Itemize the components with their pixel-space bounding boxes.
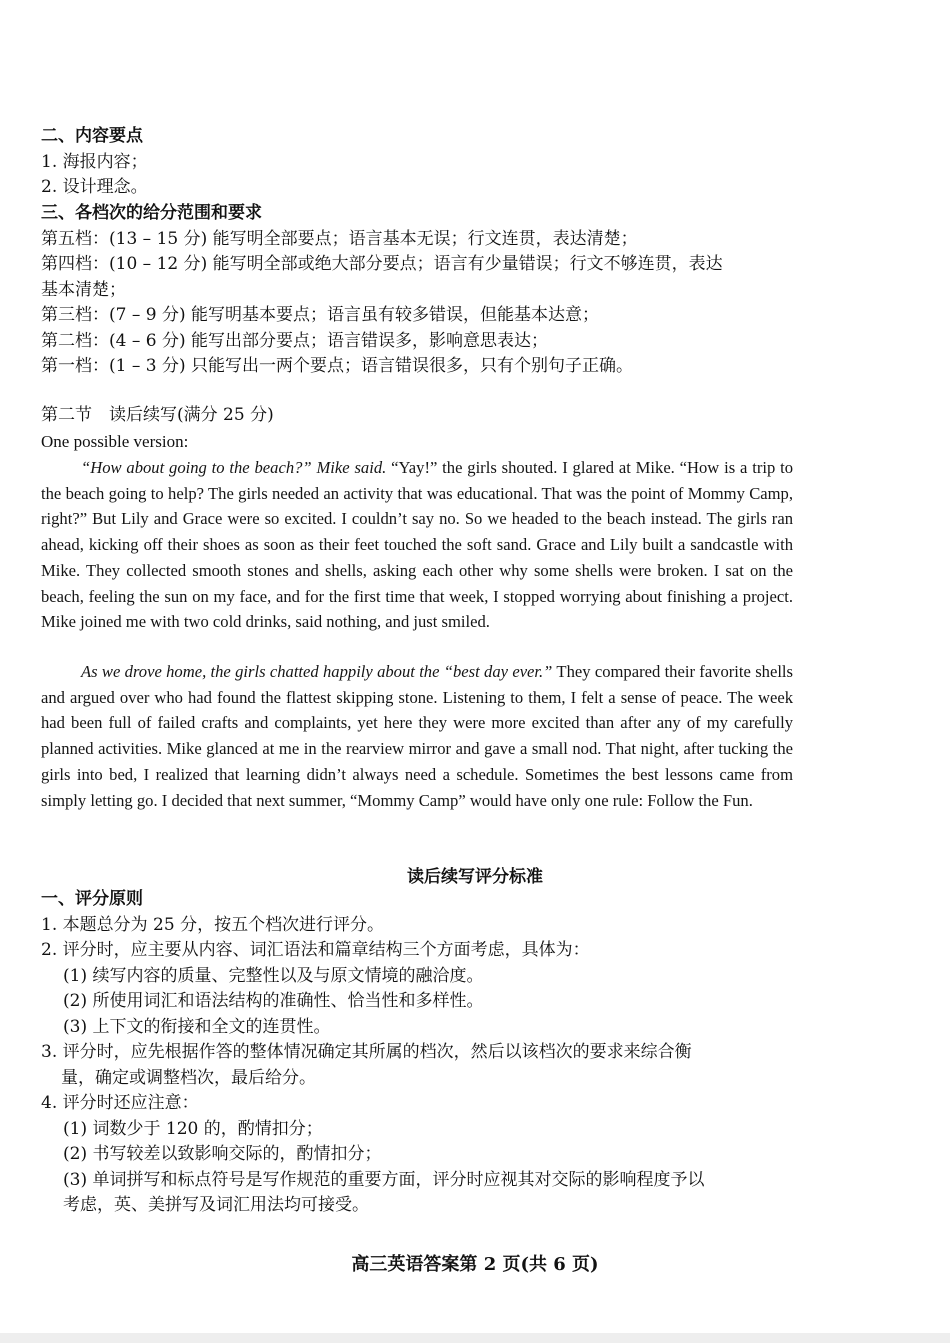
scoring-title: 读后续写评分标准: [407, 867, 543, 887]
section-heading: 二、内容要点: [41, 126, 143, 146]
page-footer: 高三英语答案第 2 页(共 6 页): [351, 1254, 599, 1275]
essay-paragraph-2: [41, 659, 793, 813]
rule-line-continued: 量，确定或调整档次，最后给分。: [61, 1067, 316, 1088]
grade-level-line: 基本清楚；: [41, 279, 126, 300]
rule-subitem: (2) 书写较差以致影响交际的，酌情扣分；: [63, 1144, 382, 1164]
grade-level-line: 第五档：(13 – 15 分) 能写明全部要点；语言基本无误；行文连贯，表达清楚；: [41, 228, 638, 249]
version-label: One possible version:: [41, 431, 189, 451]
grade-level-line: 第二档：(4 – 6 分) 能写出部分要点；语言错误多，影响意思表达；: [41, 330, 549, 351]
scan-edge: [0, 1333, 950, 1343]
essay-paragraph-1: [41, 455, 793, 635]
rule-line: 2. 评分时，应主要从内容、词汇语法和篇章结构三个方面考虑，具体为：: [41, 940, 590, 960]
grading-levels-section: [41, 201, 793, 380]
section-heading: 三、各档次的给分范围和要求: [41, 203, 262, 223]
essay-opening-sentence: “How about going to the beach?” Mike said.: [81, 458, 387, 477]
section-heading: 一、评分原则: [41, 889, 143, 909]
essay-opening-sentence: As we drove home, the girls chatted happily about the “best day ever.”: [81, 662, 553, 681]
content-points-section: [41, 124, 793, 201]
rule-line: 4. 评分时还应注意：: [41, 1093, 199, 1113]
part-title: 第二节 读后续写(满分 25 分): [41, 405, 274, 425]
list-item: 2. 设计理念。: [41, 177, 148, 197]
rule-subitem: (1) 续写内容的质量、完整性以及与原文情境的融洽度。: [63, 965, 484, 986]
essay-body-text: “Yay!” the girls shouted. I glared at Mike. “How is a trip to the beach going to help? The girls needed an activity that was educational. That was the point of Mommy Camp, right?” But Lily and Grace were so excited. I couldn’t say no. So we headed to the beach instead. The girls ran ahead, kicking off their shoes as soon as their feet touched the soft sand. Grace and Lily built a sandcastle with Mike. They collected smooth stones and shells, asking each other why some shells were broken. I sat on the beach, feeling the sun on my face, and for the first time that week, I stopped worrying about finishing a project. Mike joined me with two cold drinks, said nothing, and just smiled.: [41, 458, 793, 632]
rule-subitem: (2) 所使用词汇和语法结构的准确性、恰当性和多样性。: [63, 991, 484, 1011]
rule-subitem: (1) 词数少于 120 的，酌情扣分；: [63, 1118, 323, 1139]
scoring-principles-section: [41, 887, 793, 1219]
rule-line: 3. 评分时，应先根据作答的整体情况确定其所属的档次，然后以该档次的要求来综合衡: [41, 1042, 692, 1062]
essay-body-text: They compared their favorite shells and argued over who had found the flattest skipping stone. Listening to them, I felt a sense of peace. The week had been full of failed crafts and complaints, yet here they were more excited than after any of my carefully planned activities. Mike glanced at me in the rearview mirror and gave a small nod. That night, after tucking the girls into bed, I realized that learning didn’t always need a schedule. Sometimes the best lessons came from simply letting go. I decided that next summer, “Mommy Camp” would have only one rule: Follow the Fun.: [41, 662, 793, 810]
rule-line: 1. 本题总分为 25 分，按五个档次进行评分。: [41, 914, 385, 935]
rule-subitem: (3) 上下文的衔接和全文的连贯性。: [63, 1016, 331, 1037]
grade-level-line: 第三档：(7 – 9 分) 能写明基本要点；语言虽有较多错误，但能基本达意；: [41, 305, 600, 325]
grade-level-line: 第四档：(10 – 12 分) 能写明全部或绝大部分要点；语言有少量错误；行文不够连贯，表达: [41, 254, 723, 274]
grade-level-line: 第一档：(1 – 3 分) 只能写出一两个要点；语言错误很多，只有个别句子正确。: [41, 356, 634, 376]
continuation-writing-section: [41, 403, 793, 454]
rule-subitem: 考虑，英、美拼写及词汇用法均可接受。: [63, 1195, 369, 1215]
list-item: 1. 海报内容；: [41, 151, 148, 172]
rule-subitem: (3) 单词拼写和标点符号是写作规范的重要方面，评分时应视其对交际的影响程度予以: [63, 1169, 705, 1190]
